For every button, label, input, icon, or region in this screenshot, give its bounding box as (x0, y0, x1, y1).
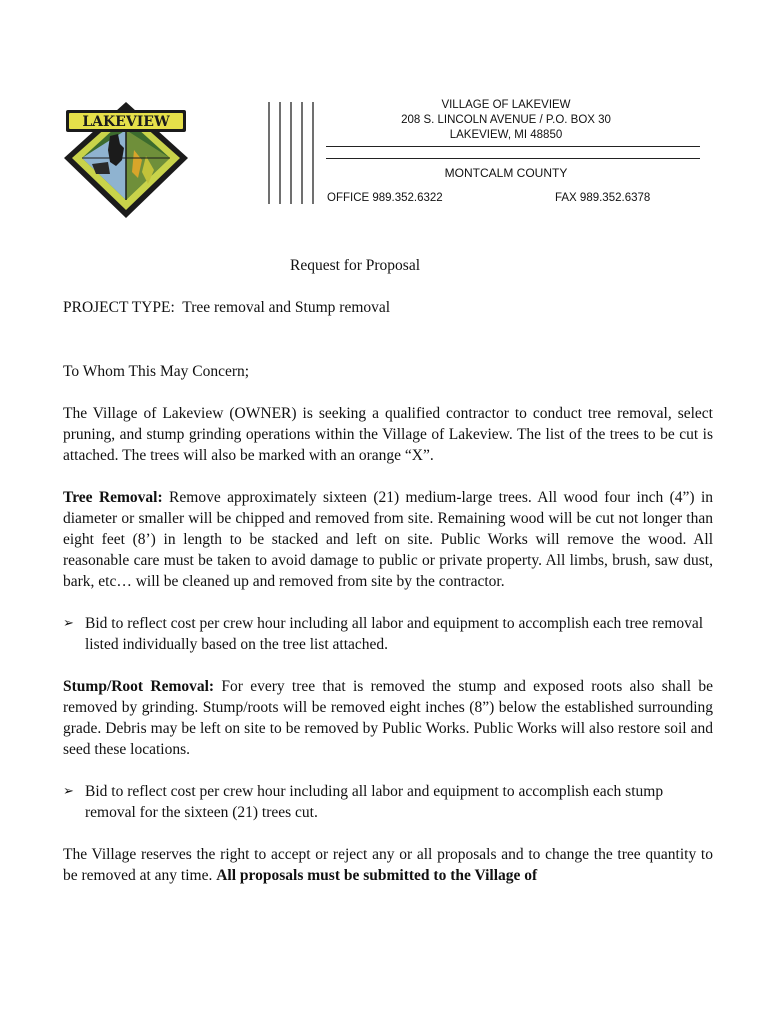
bullet-item (63, 613, 713, 655)
closing-paragraph (63, 844, 713, 886)
closing-text: The Village reserves the right to accept or reject any or all proposals and to change the tree quantity to be removed at any time. (63, 846, 713, 884)
bullet-text: Bid to reflect cost per crew hour including all labor and equipment to accomplish each tree removal listed individually based on the tree list attached. (85, 615, 704, 653)
city-state-zip: LAKEVIEW, MI 48850 (449, 129, 563, 141)
arrow-bullet-icon: ➢ (63, 784, 74, 799)
stump-removal-heading: Stump/Root Removal: (63, 678, 215, 695)
stump-removal-paragraph (63, 676, 713, 760)
letterhead-divider-bars (268, 102, 318, 204)
project-type: PROJECT TYPE: Tree removal and Stump removal (63, 299, 391, 316)
logo-text: LAKEVIEW (82, 114, 170, 130)
office-phone: OFFICE 989.352.6322 (327, 192, 443, 204)
letterhead-rule-top (326, 146, 700, 147)
county-name: MONTCALM COUNTY (444, 166, 568, 180)
village-name: VILLAGE OF LAKEVIEW (441, 99, 571, 111)
fax-number: FAX 989.352.6378 (555, 192, 651, 204)
salutation: To Whom This May Concern; (63, 363, 250, 380)
tree-removal-paragraph (63, 487, 713, 592)
intro-paragraph: The Village of Lakeview (OWNER) is seeking a qualified contractor to conduct tree removal, select pruning, and stump grinding operations within the Village of Lakeview. The list of the trees to be cut is attached. The trees will also be marked with an orange “X”. (63, 405, 713, 464)
stump-removal-text: For every tree that is removed the stump and exposed roots also shall be removed by grinding. Stump/roots will be removed eight inches (8”) below the established surrounding grade. Debris may be left on site to be removed by Public Works. Public Works will also restore soil and seed these locations. (63, 678, 713, 758)
document-body (63, 361, 713, 907)
tree-removal-heading: Tree Removal: (63, 489, 163, 506)
village-logo (62, 100, 190, 220)
street-address: 208 S. LINCOLN AVENUE / P.O. BOX 30 (401, 114, 611, 126)
bullet-text: Bid to reflect cost per crew hour including all labor and equipment to accomplish each stump removal for the sixteen (21) trees cut. (85, 783, 664, 821)
letterhead-address (390, 98, 622, 143)
letterhead-rule-bottom (326, 158, 700, 159)
arrow-bullet-icon: ➢ (63, 616, 74, 631)
tree-removal-text: Remove approximately sixteen (21) medium-large trees. All wood four inch (4”) in diameter or smaller will be chipped and removed from site. Remaining wood will be cut not longer than eight feet (8’) in length to be stacked and left on site. Public Works will remove the wood. All reasonable care must be taken to avoid damage to public or private property. All limbs, brush, saw dust, bark, etc… will be cleaned up and removed from site by the contractor. (63, 489, 713, 590)
document-title: Request for Proposal (290, 257, 421, 274)
closing-bold-text: All proposals must be submitted to the Village of (216, 867, 538, 884)
bullet-item (63, 781, 713, 823)
